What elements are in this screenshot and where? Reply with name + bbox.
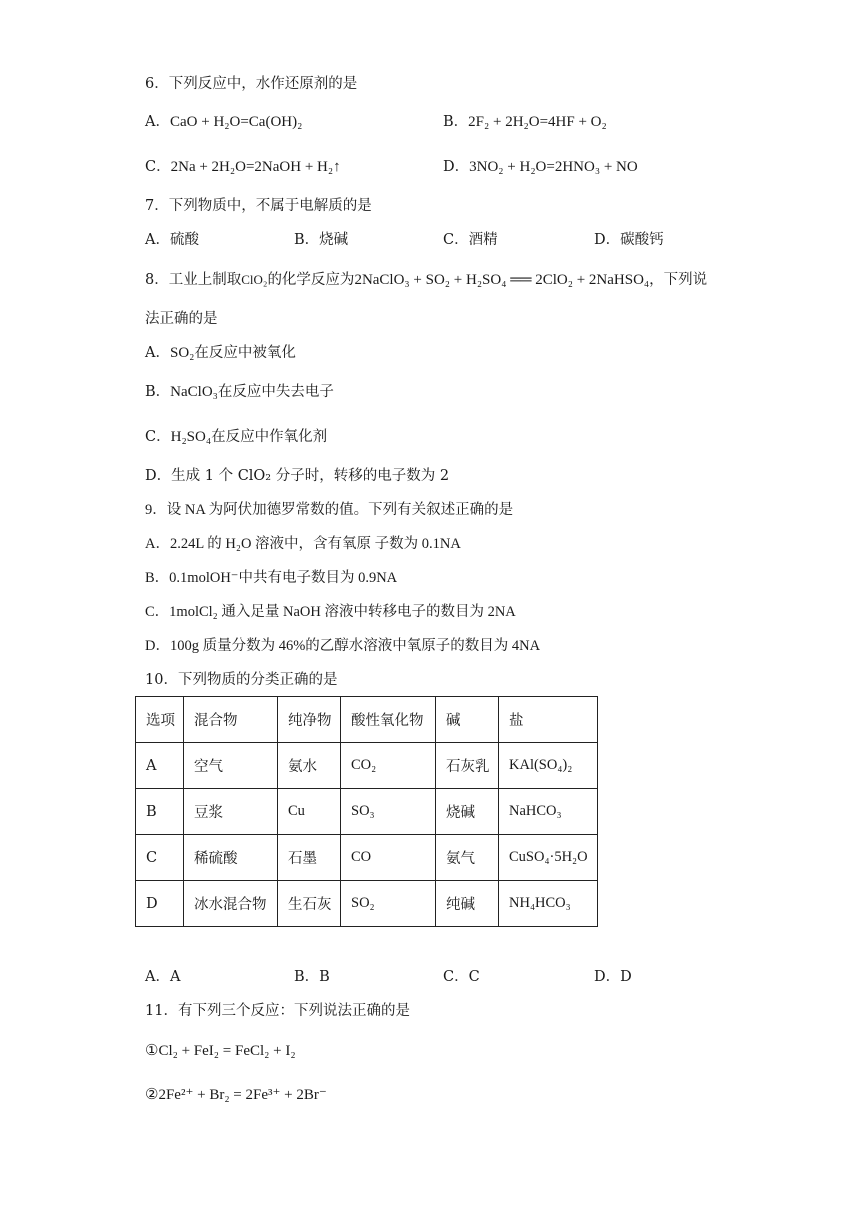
q9-option-d: D．100g 质量分数为 46%的乙醇水溶液中氧原子的数目为 4NA [145, 638, 541, 654]
q11-reaction-2: ②2Fe²⁺ + Br₂ = 2Fe³⁺ + 2Br⁻ [145, 1087, 327, 1103]
table-cell: 石灰乳 [436, 743, 499, 789]
table-row [136, 835, 598, 881]
classification-table [135, 696, 598, 927]
table-cell: 纯碱 [436, 881, 499, 927]
table-cell: 石墨 [278, 835, 341, 881]
q8-stem-mid: 的化学反应为 [267, 272, 355, 288]
q11-reaction-1: ①Cl₂ + FeI₂ = FeCl₂ + I₂ [145, 1043, 296, 1059]
q8-option-c-label: C． [145, 429, 171, 445]
q8-stem-species: ClO₂ [241, 272, 268, 287]
table-cell: 稀硫酸 [184, 835, 278, 881]
q10-option-b: B．B [294, 969, 330, 985]
table-cell: CO [341, 835, 436, 881]
table-cell: A [136, 743, 184, 789]
q10-stem: 10．下列物质的分类正确的是 [145, 672, 338, 688]
q7-option-a: A．硫酸 [145, 232, 199, 248]
q8-stem [145, 270, 707, 290]
table-cell: B [136, 789, 184, 835]
table-header-cell: 选项 [136, 697, 184, 743]
q8-option-d [145, 466, 449, 486]
q8-option-d-label: D． [145, 468, 172, 484]
q6-option-c-text: 2Na + 2H₂O=2NaOH + H₂↑ [170, 159, 341, 175]
q8-option-c-text: 在反应中作氧化剂 [211, 429, 328, 445]
table-row [136, 789, 598, 835]
q10-option-c: C．C [443, 969, 480, 985]
q8-option-a [145, 343, 296, 363]
q8-stem-suffix: ，下列说 [649, 272, 708, 288]
table-cell: NaHCO₃ [499, 789, 598, 835]
table-cell: 空气 [184, 743, 278, 789]
q9-option-a: A．2.24L 的 H₂O 溶液中，含有氧原 子数为 0.1NA [145, 536, 461, 552]
q7-stem: 7．下列物质中，不属于电解质的是 [145, 198, 372, 214]
q6-option-c-label: C． [145, 159, 171, 175]
q8-stem-line2: 法正确的是 [145, 311, 218, 327]
q10-option-d: D．D [594, 969, 632, 985]
q8-option-b-text: 在反应中失去电子 [217, 384, 334, 400]
table-cell: SO₂ [341, 881, 436, 927]
table-cell: KAl(SO₄)₂ [499, 743, 598, 789]
table-cell: NH₄HCO₃ [499, 881, 598, 927]
table-header-cell: 盐 [499, 697, 598, 743]
q9-option-c: C．1molCl₂ 通入足量 NaOH 溶液中转移电子的数目为 2NA [145, 604, 516, 620]
q8-option-d-text: 生成 1 个 ClO₂ 分子时，转移的电子数为 2 [171, 468, 450, 484]
q9-stem: 9．设 NA 为阿伏加德罗常数的值。下列有关叙述正确的是 [145, 502, 514, 518]
q8-option-c-species: H₂SO₄ [170, 429, 212, 445]
table-cell: CO₂ [341, 743, 436, 789]
table-header-cell: 纯净物 [278, 697, 341, 743]
q8-equation: 2NaClO₃ + SO₂ + H₂SO₄ ══ 2ClO₂ + 2NaHSO₄ [354, 272, 650, 288]
table-header-row [136, 697, 598, 743]
q8-option-a-text: 在反应中被氧化 [194, 345, 296, 361]
table-cell: D [136, 881, 184, 927]
q8-stem-prefix: 8．工业上制取 [145, 272, 242, 288]
table-header-cell: 碱 [436, 697, 499, 743]
q6-option-d-label: D． [443, 159, 470, 175]
q11-stem: 11．有下列三个反应：下列说法正确的是 [145, 1003, 410, 1019]
q6-option-a [145, 112, 302, 132]
table-cell: SO₃ [341, 789, 436, 835]
table-cell: 冰水混合物 [184, 881, 278, 927]
table-cell: 生石灰 [278, 881, 341, 927]
q8-option-c [145, 427, 327, 447]
q10-option-a: A．A [145, 969, 181, 985]
q6-option-d-text: 3NO₂ + H₂O=2HNO₃ + NO [469, 159, 638, 175]
q8-option-b-species: NaClO₃ [170, 384, 218, 400]
q6-option-b-text: 2F₂ + 2H₂O=4HF + O₂ [468, 114, 607, 130]
q6-option-a-label: A． [145, 114, 170, 130]
q8-option-a-label: A． [145, 345, 170, 361]
q6-option-b [443, 112, 607, 132]
table-cell: Cu [278, 789, 341, 835]
table-cell: C [136, 835, 184, 881]
q6-option-c [145, 157, 341, 177]
q7-option-b: B．烧碱 [294, 232, 349, 248]
q8-option-a-species: SO₂ [169, 345, 195, 361]
table-cell: 豆浆 [184, 789, 278, 835]
q6-stem: 6．下列反应中，水作还原剂的是 [145, 76, 358, 92]
table-cell: 氨水 [278, 743, 341, 789]
q6-option-a-text: CaO + H₂O=Ca(OH)₂ [169, 114, 303, 130]
table-row [136, 743, 598, 789]
q8-option-b [145, 382, 334, 402]
q7-option-d: D．碳酸钙 [594, 232, 664, 248]
q6-option-b-label: B． [443, 114, 469, 130]
q9-option-b: B．0.1molOH⁻中共有电子数目为 0.9NA [145, 570, 398, 586]
table-cell: 氨气 [436, 835, 499, 881]
q6-option-d [443, 157, 638, 177]
table-cell: CuSO₄·5H₂O [499, 835, 598, 881]
table-header-cell: 混合物 [184, 697, 278, 743]
q7-option-c: C．酒精 [443, 232, 498, 248]
table-header-cell: 酸性氧化物 [341, 697, 436, 743]
table-cell: 烧碱 [436, 789, 499, 835]
table-row [136, 881, 598, 927]
q8-option-b-label: B． [145, 384, 171, 400]
